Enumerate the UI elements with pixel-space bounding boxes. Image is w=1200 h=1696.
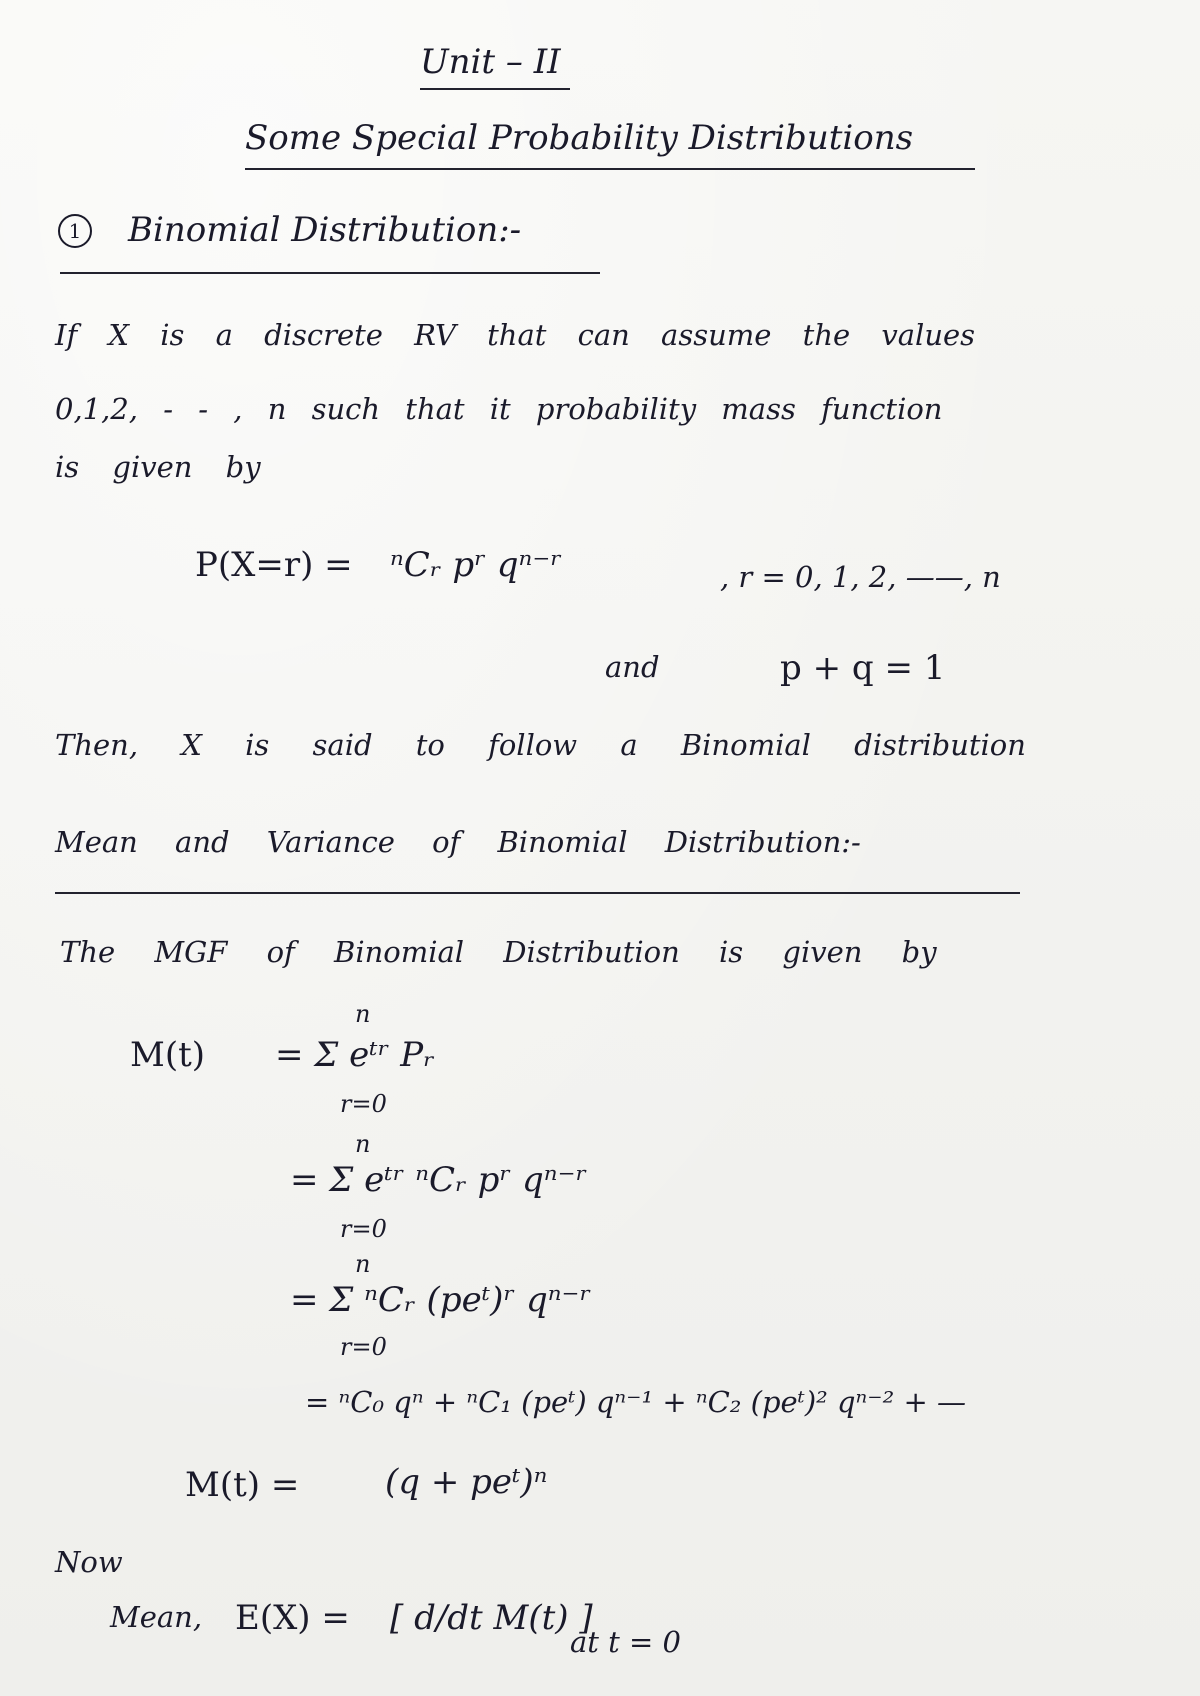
definition-line-1: If X is a discrete RV that can assume the values [55, 318, 976, 352]
pmf-lhs: P(X=r) = [195, 545, 353, 585]
mgf-intro: The MGF of Binomial Distribution is given by [60, 935, 937, 969]
mgf-line-1: = Σ eᵗʳ Pᵣ [275, 1035, 435, 1075]
sum-upper-3: n [355, 1250, 371, 1278]
title-underline [245, 168, 975, 170]
and-text: and [605, 650, 660, 684]
sum-upper-1: n [355, 1000, 371, 1028]
section-number-badge: 1 [58, 214, 92, 248]
definition-line-3: is given by [55, 450, 261, 484]
mgf-lhs: M(t) [130, 1035, 206, 1075]
mean-variance-heading: Mean and Variance of Binomial Distribution:- [55, 825, 861, 859]
mgf-result-rhs: (q + peᵗ)ⁿ [385, 1462, 548, 1502]
pmf-range: , r = 0, 1, 2, ——, n [720, 560, 1001, 594]
now-label: Now [55, 1545, 123, 1579]
mean-label: Mean, [110, 1600, 203, 1634]
mgf-line-3: = Σ ⁿCᵣ (peᵗ)ʳ qⁿ⁻ʳ [290, 1280, 592, 1320]
mgf-line-2: = Σ eᵗʳ ⁿCᵣ pʳ qⁿ⁻ʳ [290, 1160, 588, 1200]
pq-constraint: p + q = 1 [780, 648, 946, 688]
unit-heading: Unit – II [420, 42, 561, 82]
mean-variance-underline [55, 892, 1020, 894]
mean-derivative: [ d/dt M(t) ] [390, 1598, 593, 1638]
definition-conclusion: Then, X is said to follow a Binomial distribution [55, 728, 1026, 762]
pmf-rhs: ⁿCᵣ pʳ qⁿ⁻ʳ [390, 545, 563, 585]
sum-lower-3: r=0 [340, 1333, 387, 1361]
definition-line-2: 0,1,2, - - , n such that it probability mass function [55, 392, 943, 426]
section-underline [60, 272, 600, 274]
section-heading: Binomial Distribution:- [128, 210, 522, 250]
mean-expression: E(X) = [235, 1598, 350, 1638]
sum-lower-1: r=0 [340, 1090, 387, 1118]
unit-underline [420, 88, 570, 90]
page-title: Some Special Probability Distributions [245, 118, 914, 158]
sum-lower-2: r=0 [340, 1215, 387, 1243]
mean-at-zero: at t = 0 [570, 1625, 682, 1659]
sum-upper-2: n [355, 1130, 371, 1158]
mgf-result-lhs: M(t) = [185, 1465, 300, 1505]
mgf-expansion: = ⁿC₀ qⁿ + ⁿC₁ (peᵗ) qⁿ⁻¹ + ⁿC₂ (peᵗ)² qⁿ⁻² + — [305, 1385, 966, 1419]
